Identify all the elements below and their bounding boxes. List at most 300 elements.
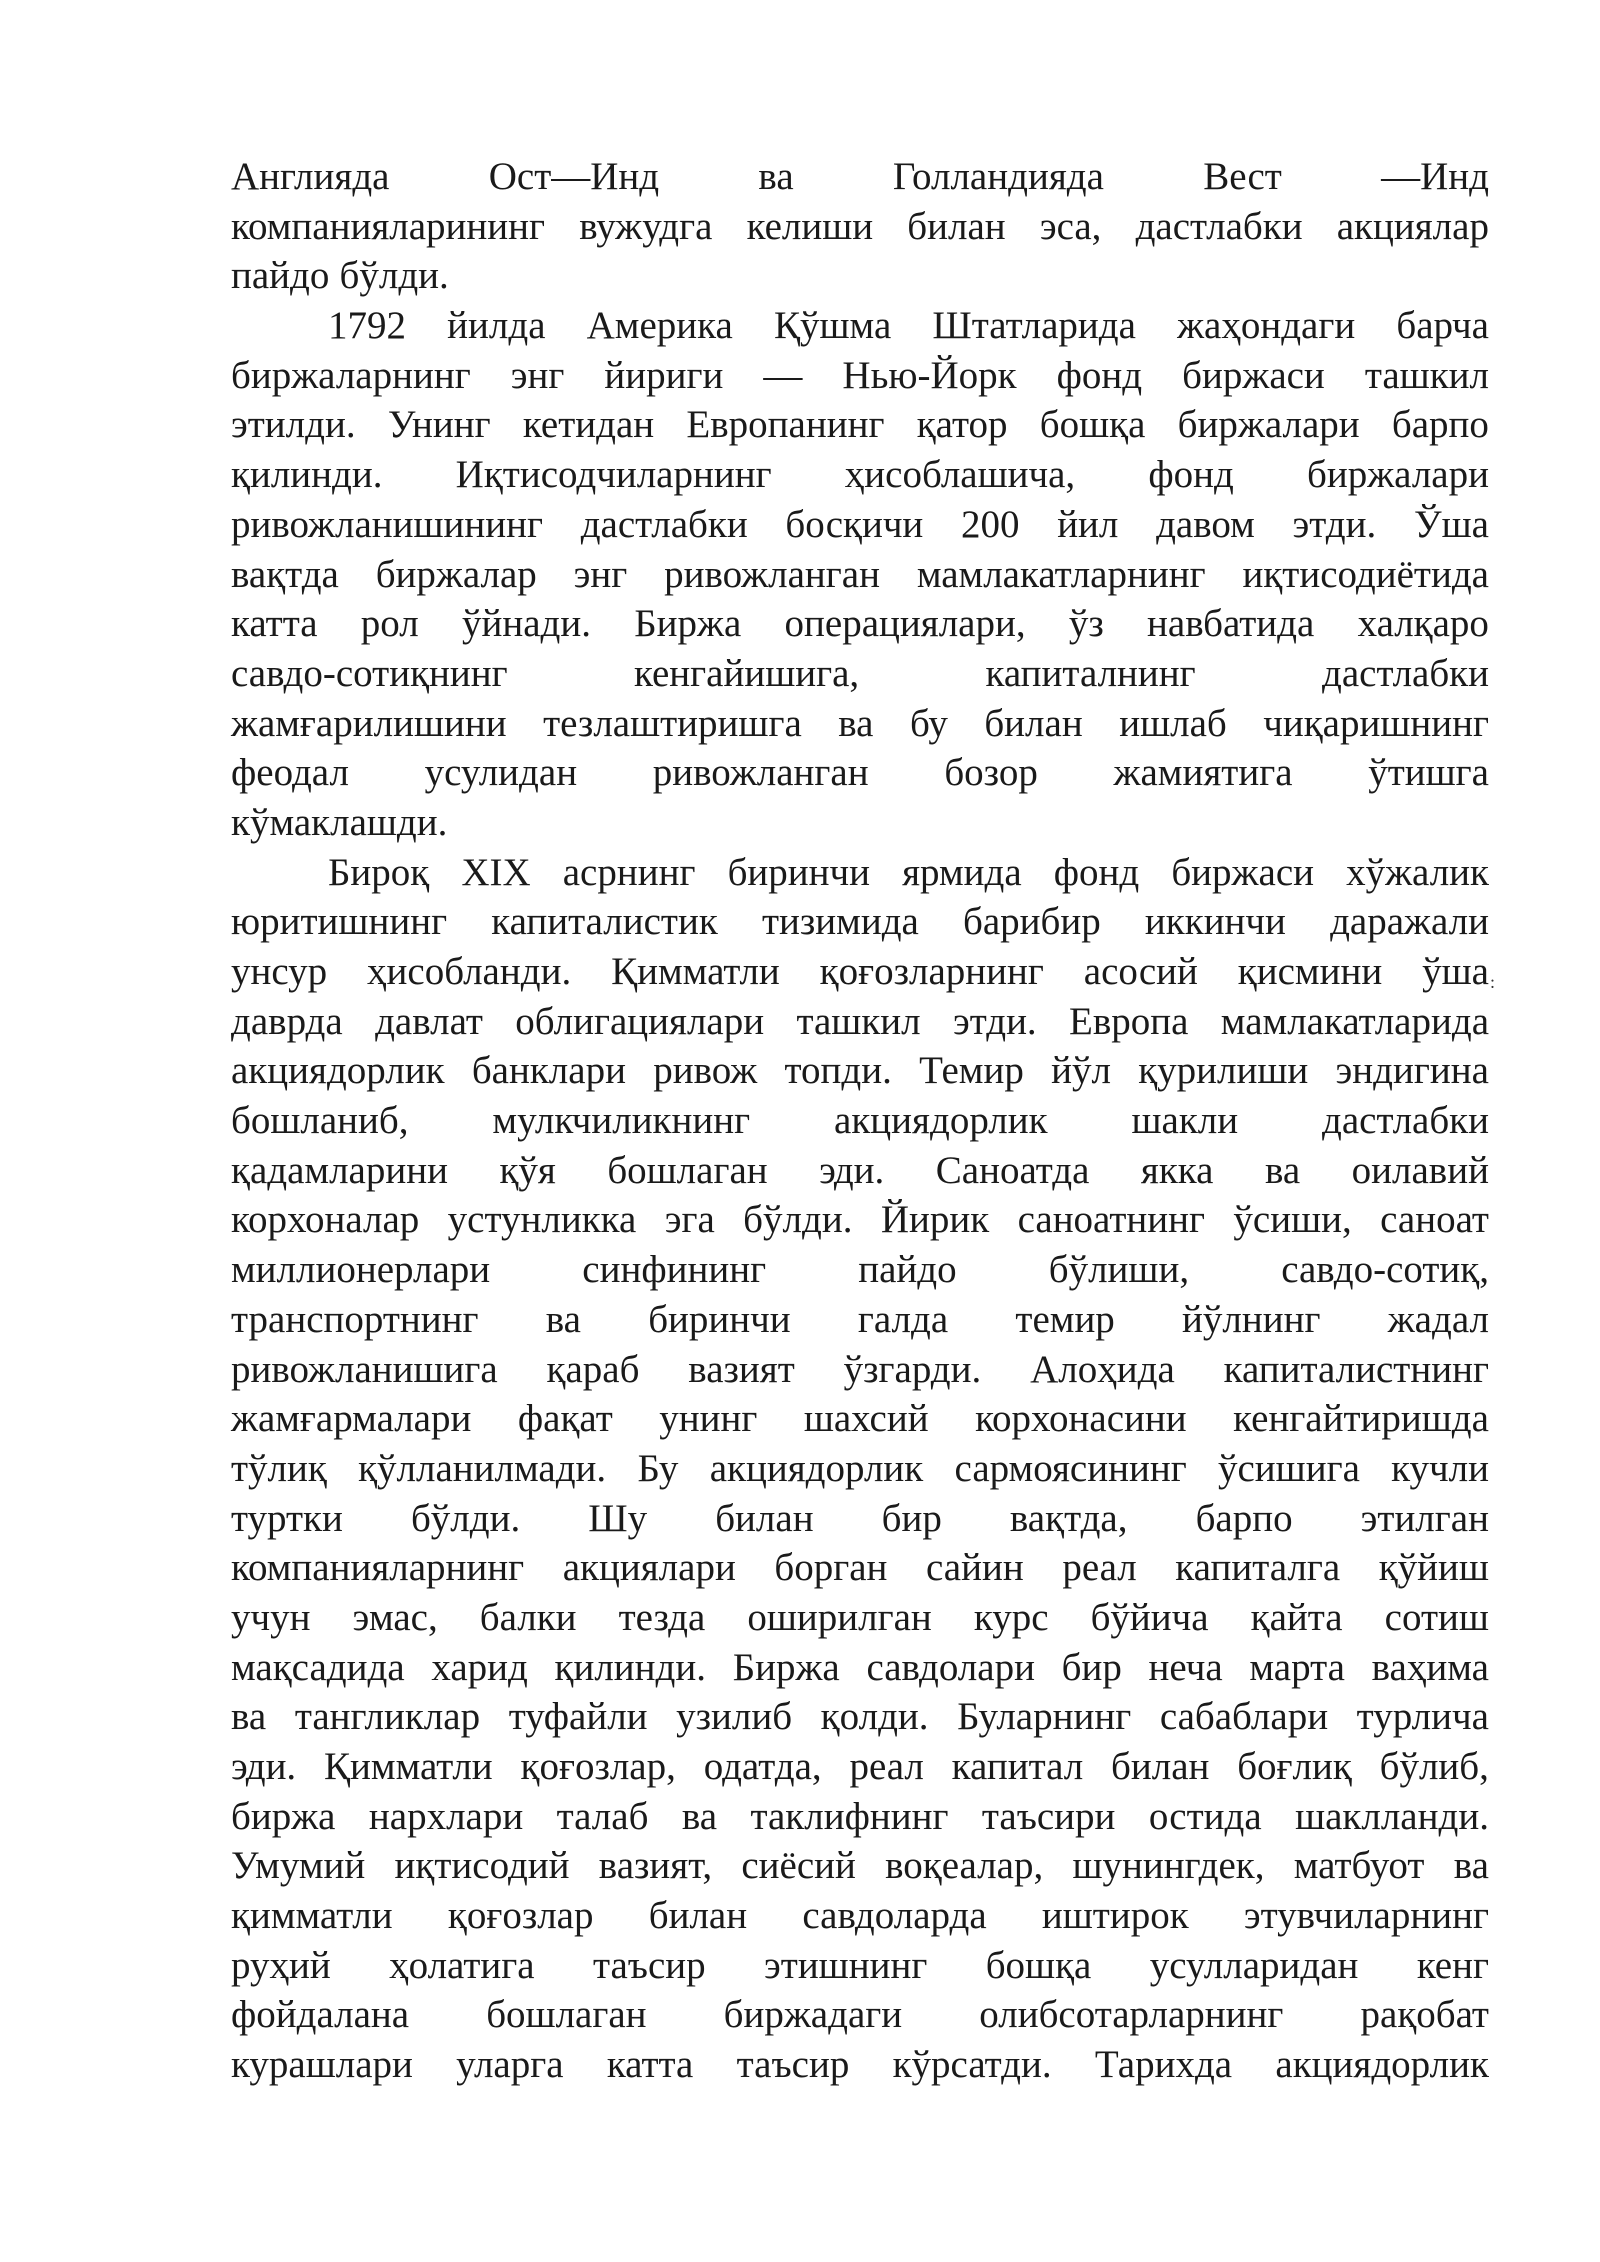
text-line [231, 351, 1489, 401]
word: йириги [604, 353, 724, 397]
word: ривожланишига [231, 1347, 498, 1391]
word: фойдалана [231, 1993, 410, 2037]
word: қоғозлар [447, 1894, 594, 1938]
word: вақтда, [1009, 1496, 1128, 1540]
word: эмас, [352, 1595, 438, 1639]
word: даврда [231, 999, 343, 1043]
word: этувчиларнинг [1243, 1894, 1489, 1938]
word: биржаси [1182, 353, 1325, 397]
word: Англияда [231, 155, 390, 198]
word: савдолари [866, 1645, 1035, 1689]
word: Қўшма [773, 304, 892, 348]
word: келиши [746, 204, 874, 248]
word: шакли [1131, 1099, 1239, 1143]
word: Штатларида [932, 304, 1136, 348]
word: юритишнинг [231, 900, 448, 944]
word: усулларидан [1149, 1943, 1359, 1987]
text-line [231, 1941, 1489, 1991]
text-line [231, 947, 1489, 997]
word: мулкчиликнинг [492, 1099, 751, 1143]
word: реал [1062, 1546, 1137, 1590]
word: курс [973, 1595, 1049, 1639]
word: капиталга [1175, 1546, 1341, 1590]
text-line [231, 152, 1489, 202]
word: сотиш [1384, 1595, 1489, 1639]
word: ваҳима [1371, 1645, 1489, 1689]
text-line [231, 599, 1489, 649]
text-line [231, 1841, 1489, 1891]
word: капиталнинг [985, 651, 1196, 695]
word: бўлди. [410, 1496, 521, 1540]
word: биринчи [648, 1297, 791, 1341]
word: компанияларининг [231, 204, 546, 248]
word: учун [231, 1595, 311, 1639]
word: қоғозларнинг [819, 950, 1044, 993]
word: дастлабки [1322, 651, 1489, 695]
word: усулидан [424, 751, 578, 795]
word: хўжалик [1346, 850, 1489, 894]
word: бошқа [1039, 403, 1146, 447]
word: қилинди. [554, 1645, 707, 1689]
word: туфайли [508, 1695, 648, 1739]
word: сармоясининг [954, 1446, 1187, 1490]
text-line [231, 2040, 1489, 2090]
word: фонд [1056, 353, 1143, 397]
word: талаб [556, 1794, 649, 1838]
word: ривож [653, 1049, 758, 1093]
word: савдо-сотиқ, [1281, 1248, 1489, 1292]
word: катта [606, 2043, 694, 2087]
word: давом [1156, 502, 1255, 546]
word: темир [1015, 1297, 1115, 1341]
word: тўлиқ [231, 1446, 327, 1490]
word: мақсадида [231, 1645, 405, 1689]
text-line [231, 1543, 1489, 1593]
word: энг [573, 552, 628, 596]
word: иккинчи [1144, 900, 1286, 944]
word: билан [648, 1894, 748, 1938]
word: давлат [375, 999, 483, 1043]
word: Вест [1203, 155, 1282, 198]
word: биржа [231, 1794, 336, 1838]
word: йилда [447, 304, 546, 348]
word: фонд [1148, 453, 1234, 497]
word: Буларнинг [957, 1695, 1132, 1739]
word: акциядорлик [834, 1099, 1048, 1143]
word: синфининг [582, 1248, 767, 1292]
word: ярмида [902, 850, 1022, 894]
word: қисмини [1237, 950, 1383, 993]
word: кўмаклашди. [231, 800, 448, 844]
word: капиталистик [491, 900, 718, 944]
word: оширилган [747, 1595, 932, 1639]
word: корхонасини [975, 1397, 1187, 1441]
word: таъсири [981, 1794, 1116, 1838]
word: топди. [784, 1049, 892, 1093]
word: корхоналар [231, 1198, 420, 1242]
word: ўтишга [1368, 751, 1489, 795]
word: саноат [1380, 1198, 1489, 1242]
word: ва [838, 701, 874, 745]
word: кўрсатди. [892, 2043, 1052, 2087]
word: йўл [1051, 1049, 1111, 1093]
word: бошлаган [607, 1148, 768, 1192]
word: Бироқ [328, 850, 430, 894]
text-line [231, 1444, 1489, 1494]
word: Саноатда [935, 1148, 1090, 1192]
word: феодал [231, 751, 349, 795]
word: оилавий [1351, 1148, 1489, 1192]
word: барча [1396, 304, 1489, 348]
word: қайта [1250, 1595, 1343, 1639]
word: чиқаришнинг [1263, 701, 1489, 745]
text-line [231, 1295, 1489, 1345]
word: эса, [1039, 204, 1102, 248]
word: одатда, [703, 1745, 822, 1788]
word: ўйнади. [461, 602, 592, 646]
word: унсур [231, 950, 328, 993]
text-line [231, 1345, 1489, 1395]
word: пайдо [231, 254, 330, 298]
word: Қимматли [324, 1745, 493, 1788]
word: бўлиши, [1048, 1248, 1190, 1292]
text-line [231, 1494, 1489, 1544]
word: билан [715, 1496, 814, 1540]
word: вақтда [231, 552, 339, 596]
text-line [231, 550, 1489, 600]
word: Ост—Инд [488, 155, 660, 198]
text-line [231, 400, 1489, 450]
word: таъсир [592, 1943, 706, 1987]
word: ўсишига [1217, 1446, 1360, 1490]
word: қимматли [231, 1894, 393, 1938]
word: бўлди. [743, 1198, 853, 1242]
word: бўлиб, [1379, 1745, 1489, 1788]
word: биржадаги [723, 1993, 903, 2037]
text-line [231, 897, 1489, 947]
word: Йирик [880, 1198, 990, 1242]
word: компанияларнинг [231, 1546, 525, 1590]
margin-mark: : [1490, 972, 1496, 992]
word: биржаларнинг [231, 353, 471, 397]
paragraph [231, 848, 1489, 2090]
text-line [231, 1692, 1489, 1742]
word: биржалари [1307, 453, 1489, 497]
word: Биржа [732, 1645, 840, 1689]
word: унинг [659, 1397, 758, 1441]
word: устунликка [447, 1198, 637, 1242]
word: жамғармалари [231, 1397, 472, 1441]
word: ўсиши, [1233, 1198, 1352, 1242]
word: туртки [231, 1496, 343, 1540]
word: бир [1061, 1645, 1122, 1689]
word: иштирок [1041, 1894, 1189, 1938]
word: мамлакатларнинг [916, 552, 1206, 596]
word: босқичи [785, 502, 924, 546]
text-line [231, 202, 1489, 252]
word: марта [1249, 1645, 1345, 1689]
text-line [231, 1742, 1489, 1792]
word: миллионерлари [231, 1248, 491, 1292]
word: жамиятига [1113, 751, 1293, 795]
paragraph [231, 152, 1489, 301]
word: узилиб [676, 1695, 793, 1739]
word: қараб [546, 1347, 640, 1391]
word: таъсир [736, 2043, 850, 2087]
word: барпо [1391, 403, 1489, 447]
word: ва [231, 1695, 267, 1739]
word: капиталистнинг [1223, 1347, 1489, 1391]
word: навбатида [1147, 602, 1315, 646]
word: Унинг [387, 403, 491, 447]
word: Ўша [1413, 502, 1489, 546]
word: нархлари [368, 1794, 524, 1838]
word: ҳолатига [389, 1943, 535, 1987]
word: воқеалар, [885, 1844, 1044, 1888]
word: кетидан [522, 403, 655, 447]
word: қўлланилмади. [358, 1446, 607, 1490]
word: иқтисодиётида [1242, 552, 1489, 596]
word: капитал [951, 1745, 1084, 1788]
word: йўлнинг [1182, 1297, 1321, 1341]
word: борган [774, 1546, 888, 1590]
word: дастлабки [1135, 204, 1303, 248]
word: Умумий [231, 1844, 366, 1888]
word: ўз [1068, 602, 1104, 646]
word: халқаро [1357, 602, 1489, 646]
word: этилган [1360, 1496, 1489, 1540]
word: акциядорлик [709, 1446, 924, 1490]
word: 1792 [328, 304, 406, 348]
word: фақат [517, 1397, 613, 1441]
word: кучли [1391, 1446, 1489, 1490]
word: билан [1111, 1745, 1210, 1788]
word: олибсотарларнинг [979, 1993, 1284, 2037]
word: биржалар [375, 552, 537, 596]
word: пайдо [858, 1248, 957, 1292]
text-line [231, 798, 1489, 848]
text-line [231, 301, 1489, 351]
word: барпо [1195, 1496, 1293, 1540]
word: банклари [471, 1049, 626, 1093]
word: этди. [952, 999, 1037, 1043]
word: бир [881, 1496, 942, 1540]
word: тангликлар [294, 1695, 481, 1739]
text-line [231, 649, 1489, 699]
word: этилди. [231, 403, 356, 447]
word: матбуот [1293, 1844, 1425, 1888]
word: Темир [919, 1049, 1024, 1093]
text-line [231, 1046, 1489, 1096]
word: Европа [1069, 999, 1189, 1043]
word: бозор [944, 751, 1038, 795]
word: бу [909, 701, 948, 745]
word: ҳисоблашича, [844, 453, 1076, 497]
word: қўя [499, 1148, 556, 1192]
word: шаклланди. [1295, 1794, 1489, 1838]
word: балки [479, 1595, 577, 1639]
word: қўйиш [1378, 1546, 1489, 1590]
word: таклифнинг [750, 1794, 949, 1838]
word: транспортнинг [231, 1297, 479, 1341]
word: асосий [1083, 950, 1198, 993]
word: бўлди. [339, 254, 449, 298]
word: вазият [688, 1347, 795, 1391]
word: —Инд [1381, 155, 1489, 198]
word: неча [1148, 1645, 1223, 1689]
word: Европанинг [686, 403, 885, 447]
text-line [231, 1096, 1489, 1146]
word: сабаблари [1159, 1695, 1329, 1739]
text-line [231, 1990, 1489, 2040]
text-line [231, 450, 1489, 500]
word: қилинди. [231, 453, 383, 497]
word: кенгайтиришда [1233, 1397, 1489, 1441]
word: якка [1140, 1148, 1214, 1192]
word: қоғозлар, [520, 1745, 676, 1788]
text-line [231, 1195, 1489, 1245]
text-line [231, 848, 1489, 898]
text-line [231, 251, 1489, 301]
paragraph [231, 301, 1489, 848]
word: остида [1148, 1794, 1262, 1838]
word: вужудга [579, 204, 713, 248]
text-line [231, 1792, 1489, 1842]
word: турлича [1356, 1695, 1489, 1739]
word: савдоларда [802, 1894, 987, 1938]
word: тезлаштиришга [543, 701, 802, 745]
word: ривожланган [652, 751, 869, 795]
word: йил [1057, 502, 1119, 546]
word: ва [758, 155, 794, 198]
word: катта [231, 602, 318, 646]
word: операциялари, [784, 602, 1026, 646]
word: — [763, 353, 803, 397]
word: реал [849, 1745, 924, 1788]
word: ва [1453, 1844, 1489, 1888]
word: акциялари [562, 1546, 736, 1590]
word: иқтисодий [394, 1844, 570, 1888]
text-line [231, 1891, 1489, 1941]
word: боғлиқ [1237, 1745, 1352, 1788]
word: қадамларини [231, 1148, 448, 1192]
word: Америка [586, 304, 733, 348]
word: Нью-Йорк [842, 353, 1017, 397]
text-line [231, 748, 1489, 798]
word: бошлаган [486, 1993, 647, 2037]
word: даражали [1330, 900, 1489, 944]
text-line [231, 997, 1489, 1047]
word: ривожланган [664, 552, 880, 596]
word: акциядорлик [1275, 2043, 1489, 2087]
word: мамлакатларида [1220, 999, 1489, 1043]
word: XIX [461, 850, 531, 894]
word: эди. [231, 1745, 297, 1788]
word: жамғарилишини [231, 701, 507, 745]
word: тезда [618, 1595, 706, 1639]
word: Алоҳида [1030, 1347, 1175, 1391]
word: галда [857, 1297, 949, 1341]
word: харид [431, 1645, 528, 1689]
word: энг [510, 353, 565, 397]
word: ривожланишининг [231, 502, 544, 546]
word: савдо-сотиқнинг [231, 651, 508, 695]
word: акциялар [1336, 204, 1489, 248]
word: дастлабки [580, 502, 748, 546]
text-line [231, 1643, 1489, 1693]
word: Биржа [634, 602, 742, 646]
word: эди. [819, 1148, 885, 1192]
word: Голландияда [892, 155, 1104, 198]
word: рол [360, 602, 419, 646]
word: кенгайишига, [634, 651, 860, 695]
word: жаҳондаги [1177, 304, 1356, 348]
word: жадал [1387, 1297, 1489, 1341]
word: рақобат [1360, 1993, 1489, 2037]
word: билан [907, 204, 1006, 248]
word: ташкил [1364, 353, 1489, 397]
word: ва [681, 1794, 718, 1838]
text-line [231, 1394, 1489, 1444]
text-line [231, 1146, 1489, 1196]
word: қатор [916, 403, 1008, 447]
word: ташкил [796, 999, 921, 1043]
word: қолди. [820, 1695, 929, 1739]
word: курашлари [231, 2043, 413, 2087]
word: уларга [456, 2043, 564, 2087]
word: этишнинг [764, 1943, 928, 1987]
word: акциядорлик [231, 1049, 445, 1093]
word: дастлабки [1322, 1099, 1489, 1143]
text-line [231, 1593, 1489, 1643]
word: бошланиб, [231, 1099, 409, 1143]
word: саноатнинг [1017, 1198, 1206, 1242]
word: бўйича [1090, 1595, 1209, 1639]
word: кенг [1416, 1943, 1489, 1987]
word: сайин [926, 1546, 1024, 1590]
word: барибир [963, 900, 1101, 944]
word: сиёсий [741, 1844, 856, 1888]
text-line [231, 699, 1489, 749]
word: шунингдек, [1072, 1844, 1265, 1888]
word: билан [984, 701, 1083, 745]
word: Бу [637, 1446, 679, 1490]
word: Тарихда [1094, 2043, 1233, 2087]
word: эга [664, 1198, 715, 1242]
word: руҳий [231, 1943, 331, 1987]
word: Қимматли [611, 950, 780, 993]
word: шахсий [803, 1397, 929, 1441]
word: 200 [961, 502, 1020, 546]
word: асрнинг [562, 850, 696, 894]
text-line [231, 500, 1489, 550]
word: этди. [1292, 502, 1377, 546]
word: облигациялари [515, 999, 765, 1043]
word: Шу [588, 1496, 648, 1540]
word: вазият, [598, 1844, 713, 1888]
word: тизимида [761, 900, 919, 944]
word: Иқтисодчиларнинг [455, 453, 772, 497]
word: бошқа [985, 1943, 1092, 1987]
word: қурилиши [1138, 1049, 1309, 1093]
word: ўзгарди. [843, 1347, 982, 1391]
word: эндигина [1335, 1049, 1489, 1093]
word: ишлаб [1119, 701, 1227, 745]
word: фонд [1053, 850, 1140, 894]
text-line [231, 1245, 1489, 1295]
word: ва [1264, 1148, 1301, 1192]
word: ва [545, 1297, 581, 1341]
